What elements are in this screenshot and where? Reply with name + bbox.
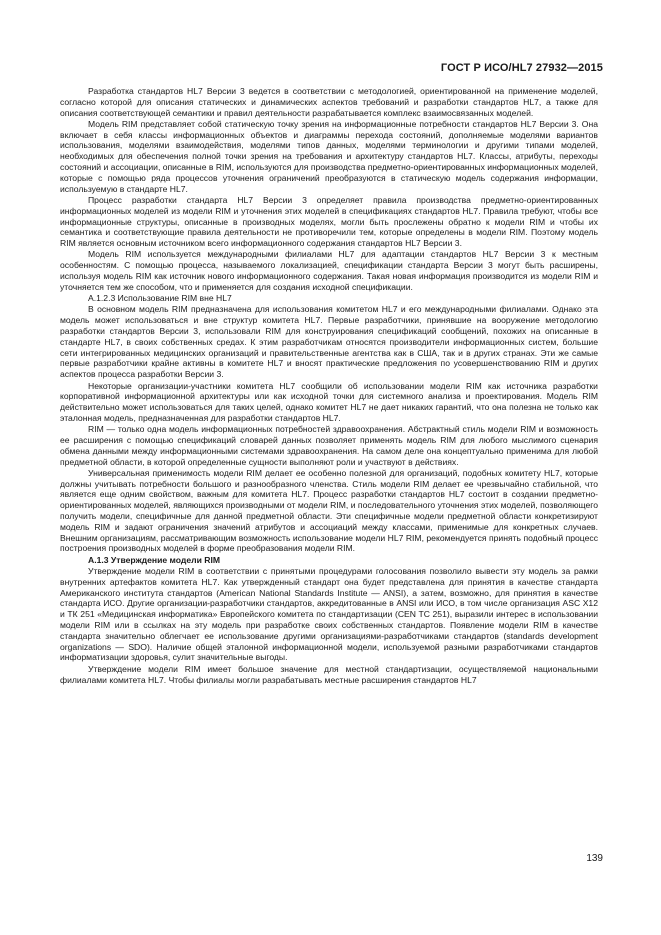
section-heading: А.1.3 Утверждение модели RIM (88, 554, 221, 565)
page-number: 139 (586, 853, 603, 864)
paragraph: Модель RIM представляет собой статическую точку зрения на информационные потребности стандартов HL7 Версии 3. Она включает в себя классы информационных объектов и диаграммы перехода состояний, дополняемые моделями вариантов использования, моделями взаимодействия, моделями типов данных, моделями терминологии и другими типами моделей, необходимых для обеспечения полной точки зрения на требования и архитектуру стандартов HL7. Классы, атрибуты, переходы состояний и ассоциации, описанные в RIM, используются для производства предметно-ориентированных информационных моделей, которые с помощью ряда процессов уточнения ограничений преобразуются в статическую модель содержания информации, используемую в стандарте HL7. (60, 118, 598, 194)
paragraph: Утверждение модели RIM в соответствии с принятыми процедурами голосования позволило вывести эту модель за рамки внутренних артефактов комитета HL7. Как утвержденный стандарт она будет представлена для принятия в качестве стандарта Американского института стандартов (American National Standards Institute — ANSI), а затем, возможно, для принятия в качестве стандарта ИСО. Другие организации-разработчики стандартов, аккредитованные в ANSI или ИСО, в том числе организация ASC X12 и ТК 251 «Медицинская информатика» Европейского комитета по стандартизации (CEN TC 251), выразили интерес в использовании модели RIM или в ссылках на эту модель при разработке своих собственных стандартов. Появление модели RIM в качестве стандарта значительно облегчает ее использование другими организациями-разработчиками стандартов (standards development organizations — SDO). Наличие общей эталонной информационной модели, используемой разными разработчиками стандартов информатизации здоровья, сулит значительные выгоды. (60, 566, 598, 663)
paragraph: Модель RIM используется международными филиалами HL7 для адаптации стандартов HL7 Версии 3 к местным особенностям. С помощью процесса, называемого локализацией, спецификации стандарта Версии 3 могут быть расширены, используя модель RIM как источник нового информационного содержания. Такая новая информация производится из модели RIM и уточняется тем же способом, что и применяется для создания исходной спецификации. (60, 249, 598, 292)
paragraph: Универсальная применимость модели RIM делает ее особенно полезной для организаций, подобных комитету HL7, которые должны учитывать потребности большого и разнообразного членства. Стиль модели RIM делает ее чрезвычайно стабильной, что является еще одним свойством, важным для комитета HL7. Процесс разработки стандартов HL7 состоит в создании предметно-ориентированных моделей, являющихся производными от модели RIM, и последовательного уточнения этих моделей, позволяющего получить модели, специфичные для данной предметной области. Эти специфичные модели предметной области конкретизируют модель RIM и задают ограничения значений атрибутов и ассоциаций между классами, применимые для конкретных случаев. Внешним организациям, рассматривающим возможность использование модели HL7 RIM, рекомендуется принять подобный процесс построения производных моделей в форме преобразования модели RIM. (60, 467, 598, 554)
paragraph: В основном модель RIM предназначена для использования комитетом HL7 и его международными филиалами. Однако эта модель может использоваться и вне структур комитета HL7. Первые разработчики, принявшие на вооружение методологию разработки стандартов Версии 3, использовали RIM для конструирования спецификаций сообщений, похожих на описанные в стандарте HL7, в своих собственных средах. К этим разработчикам относятся производители информационных систем, большие сети интегрированных медицинских организаций и правительственные агентства как в США, так и в других странах. Эти же самые первые разработчики крайне активны в комитете HL7 и вносят практические предложения по усовершенствованию RIM и других аспектов процесса разработки Версии 3. (60, 304, 598, 380)
section-heading: А.1.2.3 Использование RIM вне HL7 (88, 293, 232, 304)
paragraph: Разработка стандартов HL7 Версии 3 ведется в соответствии с методологией, ориентированной на применение моделей, согласно которой для описания статических и динамических аспектов требований и разработки стандартов HL7, а также для описания соответствующей семантики и правил деятельности разрабатывается комплекс взаимосвязанных моделей. (60, 86, 598, 118)
paragraph: Процесс разработки стандарта HL7 Версии 3 определяет правила производства предметно-ориентированных информационных моделей из модели RIM и уточнения этих моделей в спецификациях стандартов HL7. Правила требуют, чтобы все информационные структуры, описанные в производных моделях, могли быть прослежены обратно к модели RIM и чтобы их семантика и соответствующие правила деятельности не противоречили тем, которые определены в модели RIM. Поэтому модель RIM является основным источником всего информационного содержания стандартов HL7 Версии 3. (60, 194, 598, 249)
paragraph: RIM — только одна модель информационных потребностей здравоохранения. Абстрактный стиль модели RIM и возможность ее расширения с помощью спецификаций словарей данных позволяет применять модель RIM для любого мыслимого сценария обмена данными между информационными системами здравоохранения. На самом деле она концептуально применима для любой предметной области, в которой определенные сущности выполняют роли и участвуют в действиях. (60, 424, 598, 467)
paragraph: Утверждение модели RIM имеет большое значение для местной стандартизации, осуществляемой национальными филиалами комитета HL7. Чтобы филиалы могли разрабатывать местные расширения стандартов HL7 (60, 663, 598, 685)
document-code-header: ГОСТ Р ИСО/HL7 27932—2015 (440, 62, 603, 74)
paragraph: Некоторые организации-участники комитета HL7 сообщили об использовании модели RIM как источника разработки корпоративной информационной архитектуры или как исходной точки для системного анализа и проектирования. Модель RIM действительно может использоваться для таких целей, однако комитет HL7 не дает никаких гарантий, что она полезна не только как эталонная модель, предназначенная для разработки стандартов HL7. (60, 380, 598, 423)
body-text (60, 86, 598, 685)
